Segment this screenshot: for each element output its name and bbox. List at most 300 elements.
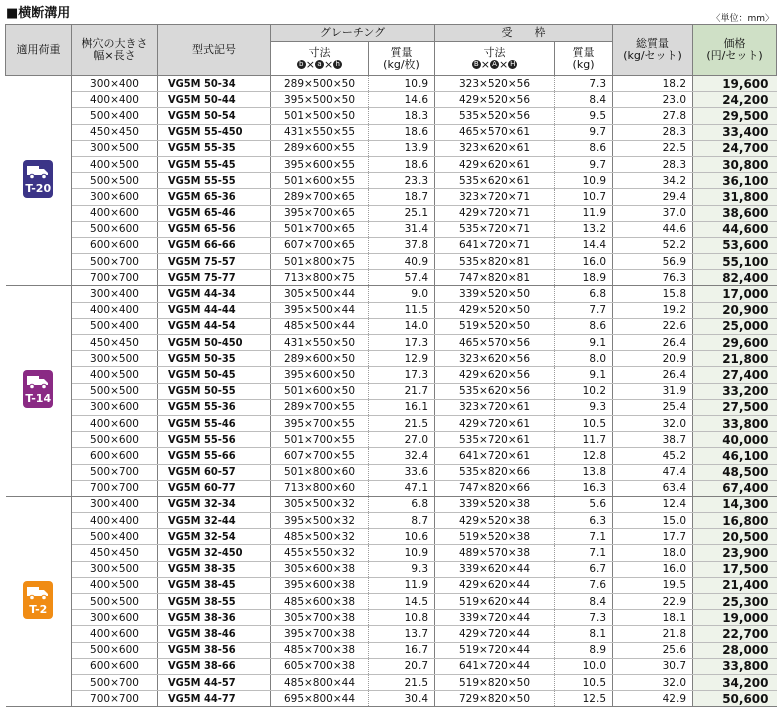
table-row [6, 658, 777, 674]
total-weight-cell: 22.9 [613, 594, 693, 610]
opening-size-cell: 400×500 [72, 367, 158, 383]
load-badge [23, 581, 53, 619]
price-cell: 67,400 [693, 480, 777, 496]
grating-dim-cell: 395×500×32 [271, 513, 369, 529]
grating-dim-cell: 485×700×38 [271, 642, 369, 658]
table-row [6, 496, 777, 512]
model-code-cell: VG5M 75-77 [158, 270, 271, 286]
header-model: 型式記号 [158, 25, 271, 76]
opening-size-cell: 400×400 [72, 302, 158, 318]
grating-weight-cell: 47.1 [369, 480, 435, 496]
opening-size-cell: 500×600 [72, 432, 158, 448]
header-price-line2: (円/セット) [706, 49, 763, 62]
price-cell: 27,400 [693, 367, 777, 383]
grating-dim-cell: 431×550×50 [271, 335, 369, 351]
grating-dim-cell: 485×800×44 [271, 674, 369, 690]
total-weight-cell: 19.2 [613, 302, 693, 318]
frame-weight-cell: 11.9 [555, 205, 613, 221]
table-row [6, 399, 777, 415]
price-cell: 25,300 [693, 594, 777, 610]
price-cell: 19,000 [693, 610, 777, 626]
grating-dim-cell: 289×700×55 [271, 399, 369, 415]
table-row [6, 594, 777, 610]
opening-size-cell: 600×600 [72, 658, 158, 674]
frame-dim-B-badge: B [472, 60, 481, 69]
frame-dim-cell: 429×520×56 [435, 92, 555, 108]
total-weight-cell: 37.0 [613, 205, 693, 221]
frame-dim-A-badge: A [490, 60, 499, 69]
total-weight-cell: 17.7 [613, 529, 693, 545]
frame-dim-cell: 429×520×38 [435, 513, 555, 529]
model-code-cell: VG5M 38-56 [158, 642, 271, 658]
price-cell: 16,800 [693, 513, 777, 529]
frame-dim-cell: 729×820×50 [435, 691, 555, 707]
price-cell: 33,800 [693, 415, 777, 431]
table-row [6, 108, 777, 124]
model-code-cell: VG5M 44-34 [158, 286, 271, 302]
price-cell: 25,000 [693, 318, 777, 334]
grating-weight-cell: 13.7 [369, 626, 435, 642]
frame-weight-cell: 10.5 [555, 415, 613, 431]
grating-dim-cell: 713×800×75 [271, 270, 369, 286]
total-weight-cell: 76.3 [613, 270, 693, 286]
grating-dim-h-badge: h [333, 60, 342, 69]
table-row [6, 173, 777, 189]
opening-size-cell: 400×400 [72, 513, 158, 529]
grating-weight-cell: 9.3 [369, 561, 435, 577]
table-row [6, 464, 777, 480]
header-frame: 受 枠 [435, 25, 613, 42]
frame-dim-cell: 429×620×56 [435, 367, 555, 383]
grating-weight-cell: 21.7 [369, 383, 435, 399]
frame-weight-cell: 6.3 [555, 513, 613, 529]
model-code-cell: VG5M 50-44 [158, 92, 271, 108]
total-weight-cell: 34.2 [613, 173, 693, 189]
frame-weight-cell: 10.5 [555, 674, 613, 690]
frame-dim-cell: 465×570×56 [435, 335, 555, 351]
times-sign: × [305, 57, 315, 71]
opening-size-cell: 500×500 [72, 173, 158, 189]
opening-size-cell: 450×450 [72, 124, 158, 140]
frame-weight-cell: 7.1 [555, 529, 613, 545]
total-weight-cell: 22.5 [613, 140, 693, 156]
model-code-cell: VG5M 38-45 [158, 577, 271, 593]
total-weight-cell: 15.0 [613, 513, 693, 529]
grating-weight-cell: 18.3 [369, 108, 435, 124]
frame-dim-cell: 535×520×56 [435, 108, 555, 124]
load-badge-label: T-20 [25, 181, 52, 195]
total-weight-cell: 26.4 [613, 367, 693, 383]
total-weight-cell: 22.6 [613, 318, 693, 334]
total-weight-cell: 21.8 [613, 626, 693, 642]
table-row [6, 156, 777, 172]
frame-dim-cell: 641×720×71 [435, 237, 555, 253]
grating-weight-cell: 21.5 [369, 674, 435, 690]
frame-weight-cell: 7.3 [555, 610, 613, 626]
grating-weight-cell: 13.9 [369, 140, 435, 156]
frame-dim-cell: 747×820×66 [435, 480, 555, 496]
frame-weight-cell: 8.0 [555, 351, 613, 367]
grating-weight-cell: 57.4 [369, 270, 435, 286]
opening-size-cell: 300×600 [72, 399, 158, 415]
model-code-cell: VG5M 38-46 [158, 626, 271, 642]
grating-dim-cell: 501×700×55 [271, 432, 369, 448]
table-row [6, 124, 777, 140]
frame-dim-cell: 641×720×61 [435, 448, 555, 464]
total-weight-cell: 44.6 [613, 221, 693, 237]
grating-weight-cell: 25.1 [369, 205, 435, 221]
grating-dim-cell: 501×600×55 [271, 173, 369, 189]
load-badge [23, 160, 53, 198]
grating-weight-cell: 37.8 [369, 237, 435, 253]
grating-weight-cell: 18.6 [369, 124, 435, 140]
price-cell: 33,400 [693, 124, 777, 140]
opening-size-cell: 500×400 [72, 318, 158, 334]
header-opening [72, 25, 158, 76]
truck-icon [27, 586, 49, 600]
load-badge-label: T-2 [29, 602, 48, 616]
grating-weight-cell: 6.8 [369, 496, 435, 512]
total-weight-cell: 23.0 [613, 92, 693, 108]
frame-weight-cell: 9.1 [555, 367, 613, 383]
grating-dim-cell: 607×700×65 [271, 237, 369, 253]
table-row [6, 254, 777, 270]
price-cell: 14,300 [693, 496, 777, 512]
price-cell: 44,600 [693, 221, 777, 237]
model-code-cell: VG5M 38-36 [158, 610, 271, 626]
frame-weight-cell: 8.9 [555, 642, 613, 658]
price-cell: 17,000 [693, 286, 777, 302]
opening-size-cell: 500×600 [72, 221, 158, 237]
grating-weight-cell: 10.8 [369, 610, 435, 626]
opening-size-cell: 500×500 [72, 594, 158, 610]
grating-weight-cell: 31.4 [369, 221, 435, 237]
price-cell: 19,600 [693, 76, 777, 92]
spec-table [5, 24, 777, 707]
total-weight-cell: 29.4 [613, 189, 693, 205]
grating-weight-cell: 11.5 [369, 302, 435, 318]
table-row [6, 76, 777, 92]
price-cell: 53,600 [693, 237, 777, 253]
table-row [6, 367, 777, 383]
grating-dim-cell: 501×700×65 [271, 221, 369, 237]
grating-weight-cell: 23.3 [369, 173, 435, 189]
frame-dim-cell: 339×620×44 [435, 561, 555, 577]
table-row [6, 513, 777, 529]
model-code-cell: VG5M 55-66 [158, 448, 271, 464]
grating-dim-cell: 289×500×50 [271, 76, 369, 92]
grating-weight-cell: 18.6 [369, 156, 435, 172]
grating-weight-cell: 17.3 [369, 335, 435, 351]
grating-weight-cell: 21.5 [369, 415, 435, 431]
load-badge-label: T-14 [25, 392, 52, 406]
frame-weight-cell: 10.0 [555, 658, 613, 674]
total-weight-cell: 38.7 [613, 432, 693, 448]
frame-dim-cell: 339×520×50 [435, 286, 555, 302]
model-code-cell: VG5M 38-66 [158, 658, 271, 674]
frame-weight-cell: 10.9 [555, 173, 613, 189]
grating-dim-cell: 395×700×55 [271, 415, 369, 431]
table-row [6, 302, 777, 318]
frame-weight-cell: 9.7 [555, 124, 613, 140]
total-weight-cell: 45.2 [613, 448, 693, 464]
model-code-cell: VG5M 32-54 [158, 529, 271, 545]
table-row [6, 674, 777, 690]
model-code-cell: VG5M 60-57 [158, 464, 271, 480]
total-weight-cell: 18.1 [613, 610, 693, 626]
model-code-cell: VG5M 44-77 [158, 691, 271, 707]
price-cell: 24,700 [693, 140, 777, 156]
frame-weight-cell: 6.7 [555, 561, 613, 577]
total-weight-cell: 31.9 [613, 383, 693, 399]
grating-weight-cell: 20.7 [369, 658, 435, 674]
frame-weight-cell: 12.5 [555, 691, 613, 707]
frame-weight-cell: 13.2 [555, 221, 613, 237]
model-code-cell: VG5M 65-36 [158, 189, 271, 205]
frame-weight-cell: 8.4 [555, 92, 613, 108]
frame-dim-cell: 429×720×71 [435, 205, 555, 221]
frame-dim-cell: 323×720×71 [435, 189, 555, 205]
frame-dim-cell: 429×620×44 [435, 577, 555, 593]
opening-size-cell: 300×600 [72, 610, 158, 626]
price-cell: 46,100 [693, 448, 777, 464]
frame-weight-cell: 12.8 [555, 448, 613, 464]
grating-dim-cell: 395×700×38 [271, 626, 369, 642]
times-sign: × [324, 57, 334, 71]
model-code-cell: VG5M 55-55 [158, 173, 271, 189]
total-weight-cell: 25.6 [613, 642, 693, 658]
frame-dim-cell: 465×570×61 [435, 124, 555, 140]
grating-dim-cell: 395×600×55 [271, 156, 369, 172]
opening-size-cell: 500×700 [72, 464, 158, 480]
header-grating-weight [369, 42, 435, 76]
grating-weight-cell: 30.4 [369, 691, 435, 707]
opening-size-cell: 700×700 [72, 270, 158, 286]
grating-dim-cell: 485×500×44 [271, 318, 369, 334]
grating-dim-cell: 605×700×38 [271, 658, 369, 674]
model-code-cell: VG5M 32-44 [158, 513, 271, 529]
grating-weight-cell: 27.0 [369, 432, 435, 448]
frame-dim-cell: 535×720×71 [435, 221, 555, 237]
price-cell: 27,500 [693, 399, 777, 415]
header-opening-line1: 桝穴の大きさ [81, 37, 148, 50]
grating-dim-cell: 431×550×55 [271, 124, 369, 140]
total-weight-cell: 25.4 [613, 399, 693, 415]
frame-weight-cell: 8.6 [555, 140, 613, 156]
grating-dim-cell: 305×500×44 [271, 286, 369, 302]
price-cell: 21,400 [693, 577, 777, 593]
frame-dim-cell: 519×720×44 [435, 642, 555, 658]
price-cell: 24,200 [693, 92, 777, 108]
total-weight-cell: 15.8 [613, 286, 693, 302]
table-row [6, 92, 777, 108]
total-weight-cell: 28.3 [613, 124, 693, 140]
price-cell: 33,200 [693, 383, 777, 399]
table-row [6, 545, 777, 561]
page-title: ■横断溝用 [6, 6, 71, 21]
header-frame-weight-line1: 質量 [572, 45, 595, 59]
header-price-line1: 価格 [723, 37, 746, 50]
truck-icon [27, 375, 49, 389]
grating-dim-cell: 289×700×65 [271, 189, 369, 205]
total-weight-cell: 32.0 [613, 415, 693, 431]
grating-weight-cell: 32.4 [369, 448, 435, 464]
model-code-cell: VG5M 55-36 [158, 399, 271, 415]
frame-weight-cell: 16.0 [555, 254, 613, 270]
frame-dim-cell: 641×720×44 [435, 658, 555, 674]
opening-size-cell: 450×450 [72, 545, 158, 561]
total-weight-cell: 16.0 [613, 561, 693, 577]
opening-size-cell: 500×700 [72, 674, 158, 690]
model-code-cell: VG5M 38-55 [158, 594, 271, 610]
model-code-cell: VG5M 55-46 [158, 415, 271, 431]
model-code-cell: VG5M 50-55 [158, 383, 271, 399]
frame-weight-cell: 10.7 [555, 189, 613, 205]
opening-size-cell: 450×450 [72, 335, 158, 351]
price-cell: 40,000 [693, 432, 777, 448]
opening-size-cell: 300×400 [72, 496, 158, 512]
model-code-cell: VG5M 44-57 [158, 674, 271, 690]
grating-dim-cell: 485×600×38 [271, 594, 369, 610]
model-code-cell: VG5M 50-34 [158, 76, 271, 92]
header-grating-weight-line1: 質量 [390, 45, 413, 59]
grating-dim-cell: 501×500×50 [271, 108, 369, 124]
frame-weight-cell: 9.3 [555, 399, 613, 415]
price-cell: 55,100 [693, 254, 777, 270]
opening-size-cell: 400×500 [72, 156, 158, 172]
grating-weight-cell: 10.6 [369, 529, 435, 545]
price-cell: 30,800 [693, 156, 777, 172]
total-weight-cell: 18.2 [613, 76, 693, 92]
price-cell: 23,900 [693, 545, 777, 561]
total-weight-cell: 26.4 [613, 335, 693, 351]
grating-dim-b-badge: b [297, 60, 306, 69]
model-code-cell: VG5M 50-450 [158, 335, 271, 351]
opening-size-cell: 700×700 [72, 480, 158, 496]
opening-size-cell: 300×500 [72, 140, 158, 156]
grating-dim-cell: 607×700×55 [271, 448, 369, 464]
frame-weight-cell: 10.2 [555, 383, 613, 399]
frame-dim-cell: 519×520×50 [435, 318, 555, 334]
frame-dim-cell: 535×720×61 [435, 432, 555, 448]
table-row [6, 432, 777, 448]
table-row [6, 189, 777, 205]
grating-dim-cell: 485×500×32 [271, 529, 369, 545]
header-frame-dim-label: 寸法 [483, 45, 506, 59]
total-weight-cell: 12.4 [613, 496, 693, 512]
table-row [6, 577, 777, 593]
total-weight-cell: 19.5 [613, 577, 693, 593]
total-weight-cell: 18.0 [613, 545, 693, 561]
model-code-cell: VG5M 55-56 [158, 432, 271, 448]
opening-size-cell: 500×400 [72, 529, 158, 545]
model-code-cell: VG5M 44-44 [158, 302, 271, 318]
opening-size-cell: 400×600 [72, 415, 158, 431]
frame-weight-cell: 7.3 [555, 76, 613, 92]
total-weight-cell: 28.3 [613, 156, 693, 172]
frame-weight-cell: 18.9 [555, 270, 613, 286]
header-opening-line2: 幅×長さ [93, 49, 136, 62]
grating-dim-cell: 395×600×50 [271, 367, 369, 383]
frame-weight-cell: 9.5 [555, 108, 613, 124]
frame-weight-cell: 9.1 [555, 335, 613, 351]
table-row [6, 286, 777, 302]
model-code-cell: VG5M 65-46 [158, 205, 271, 221]
frame-dim-cell: 535×620×56 [435, 383, 555, 399]
grating-weight-cell: 16.7 [369, 642, 435, 658]
model-code-cell: VG5M 55-45 [158, 156, 271, 172]
table-row [6, 237, 777, 253]
frame-weight-cell: 8.6 [555, 318, 613, 334]
table-row [6, 351, 777, 367]
frame-dim-cell: 323×620×61 [435, 140, 555, 156]
opening-size-cell: 400×600 [72, 626, 158, 642]
grating-weight-cell: 12.9 [369, 351, 435, 367]
grating-weight-cell: 10.9 [369, 76, 435, 92]
total-weight-cell: 52.2 [613, 237, 693, 253]
model-code-cell: VG5M 60-77 [158, 480, 271, 496]
table-row [6, 221, 777, 237]
frame-dim-cell: 747×820×81 [435, 270, 555, 286]
grating-dim-cell: 289×600×55 [271, 140, 369, 156]
frame-weight-cell: 16.3 [555, 480, 613, 496]
grating-weight-cell: 14.6 [369, 92, 435, 108]
model-code-cell: VG5M 50-35 [158, 351, 271, 367]
total-weight-cell: 20.9 [613, 351, 693, 367]
total-weight-cell: 56.9 [613, 254, 693, 270]
grating-dim-a-badge: a [315, 60, 324, 69]
times-sign: × [480, 57, 491, 71]
load-class-cell [6, 496, 72, 706]
table-row [6, 529, 777, 545]
grating-weight-cell: 14.0 [369, 318, 435, 334]
price-cell: 33,800 [693, 658, 777, 674]
grating-weight-cell: 8.7 [369, 513, 435, 529]
unit-note: 〈単位：mm〉 [711, 14, 774, 24]
grating-dim-cell: 395×700×65 [271, 205, 369, 221]
price-cell: 38,600 [693, 205, 777, 221]
model-code-cell: VG5M 66-66 [158, 237, 271, 253]
total-weight-cell: 30.7 [613, 658, 693, 674]
header-frame-dim [435, 42, 555, 76]
opening-size-cell: 500×600 [72, 642, 158, 658]
times-sign: × [499, 57, 509, 71]
table-row [6, 642, 777, 658]
load-badge [23, 370, 53, 408]
grating-weight-cell: 40.9 [369, 254, 435, 270]
table-row [6, 610, 777, 626]
header-total-weight [613, 25, 693, 76]
price-cell: 34,200 [693, 674, 777, 690]
frame-weight-cell: 13.8 [555, 464, 613, 480]
price-cell: 29,500 [693, 108, 777, 124]
frame-dim-cell: 323×720×61 [435, 399, 555, 415]
frame-dim-cell: 339×720×44 [435, 610, 555, 626]
model-code-cell: VG5M 50-54 [158, 108, 271, 124]
grating-weight-cell: 33.6 [369, 464, 435, 480]
table-row [6, 335, 777, 351]
truck-icon [27, 165, 49, 179]
load-class-cell [6, 76, 72, 286]
opening-size-cell: 700×700 [72, 691, 158, 707]
frame-weight-cell: 7.6 [555, 577, 613, 593]
grating-dim-cell: 305×700×38 [271, 610, 369, 626]
total-weight-cell: 32.0 [613, 674, 693, 690]
grating-weight-cell: 17.3 [369, 367, 435, 383]
spec-table-body [6, 76, 777, 707]
grating-weight-cell: 16.1 [369, 399, 435, 415]
frame-weight-cell: 7.1 [555, 545, 613, 561]
